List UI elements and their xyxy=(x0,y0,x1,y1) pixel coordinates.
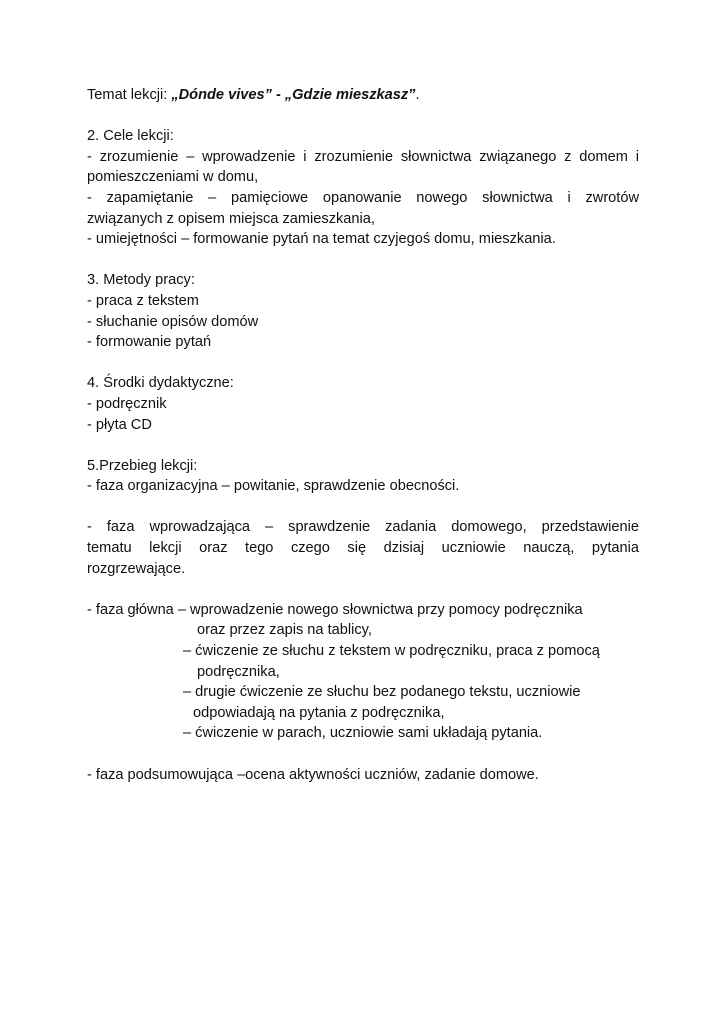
course-main-phase: odpowiadają na pytania z podręcznika, xyxy=(193,704,445,721)
goals-item: - zrozumienie – wprowadzenie i zrozumienie słownictwa związanego z domem i xyxy=(87,148,639,165)
spacer xyxy=(87,579,639,600)
lesson-title xyxy=(87,85,639,106)
resources-item: - płyta CD xyxy=(87,416,152,433)
title-suffix: . xyxy=(415,87,420,103)
methods-item: - słuchanie opisów domów xyxy=(87,313,259,330)
course-introductory-phase: rozgrzewające. xyxy=(87,560,186,577)
methods-item: - formowanie pytań xyxy=(87,334,212,351)
course-heading: 5.Przebieg lekcji: xyxy=(87,457,198,474)
course-main-phase: – drugie ćwiczenie ze słuchu bez podanego tekstu, uczniowie xyxy=(183,684,581,701)
course-main-phase: – ćwiczenie w parach, uczniowie sami układają pytania. xyxy=(183,725,543,742)
course-introductory-phase: - faza wprowadzająca – sprawdzenie zadania domowego, przedstawienie xyxy=(87,519,639,536)
course-introductory-phase: tematu lekcji oraz tego czego się dzisiaj uczniowie nauczą, pytania xyxy=(87,540,639,557)
spacer xyxy=(87,497,639,518)
goals-item: związanych z opisem miejsca zamieszkania, xyxy=(87,210,375,227)
course-main-phase: oraz przez zapis na tablicy, xyxy=(197,622,372,639)
spacer xyxy=(87,744,639,765)
course-main-phase: - faza główna – wprowadzenie nowego słownictwa przy pomocy podręcznika xyxy=(87,601,583,618)
goals-item: - umiejętności – formowanie pytań na temat czyjegoś domu, mieszkania. xyxy=(87,231,556,248)
lesson-plan-text xyxy=(87,85,639,785)
goals-heading: 2. Cele lekcji: xyxy=(87,128,174,145)
spacer xyxy=(87,353,639,374)
goals-item: pomieszczeniami w domu, xyxy=(87,169,259,186)
course-main-phase: podręcznika, xyxy=(197,663,280,680)
resources-item: - podręcznik xyxy=(87,395,167,412)
methods-heading: 3. Metody pracy: xyxy=(87,272,195,289)
title-topic: „Dónde vives” - „Gdzie mieszkasz” xyxy=(171,87,416,103)
goals-item: - zapamiętanie – pamięciowe opanowanie nowego słownictwa i zwrotów xyxy=(87,189,639,206)
resources-heading: 4. Środki dydaktyczne: xyxy=(87,375,234,392)
course-main-phase: – ćwiczenie ze słuchu z tekstem w podręczniku, praca z pomocą xyxy=(183,643,600,660)
course-summary-phase: - faza podsumowująca –ocena aktywności uczniów, zadanie domowe. xyxy=(87,766,539,783)
spacer xyxy=(87,435,639,456)
spacer xyxy=(87,106,639,127)
methods-item: - praca z tekstem xyxy=(87,292,199,309)
spacer xyxy=(87,250,639,271)
title-prefix: Temat lekcji: xyxy=(87,87,172,103)
course-organizational-phase: - faza organizacyjna – powitanie, sprawdzenie obecności. xyxy=(87,478,460,495)
